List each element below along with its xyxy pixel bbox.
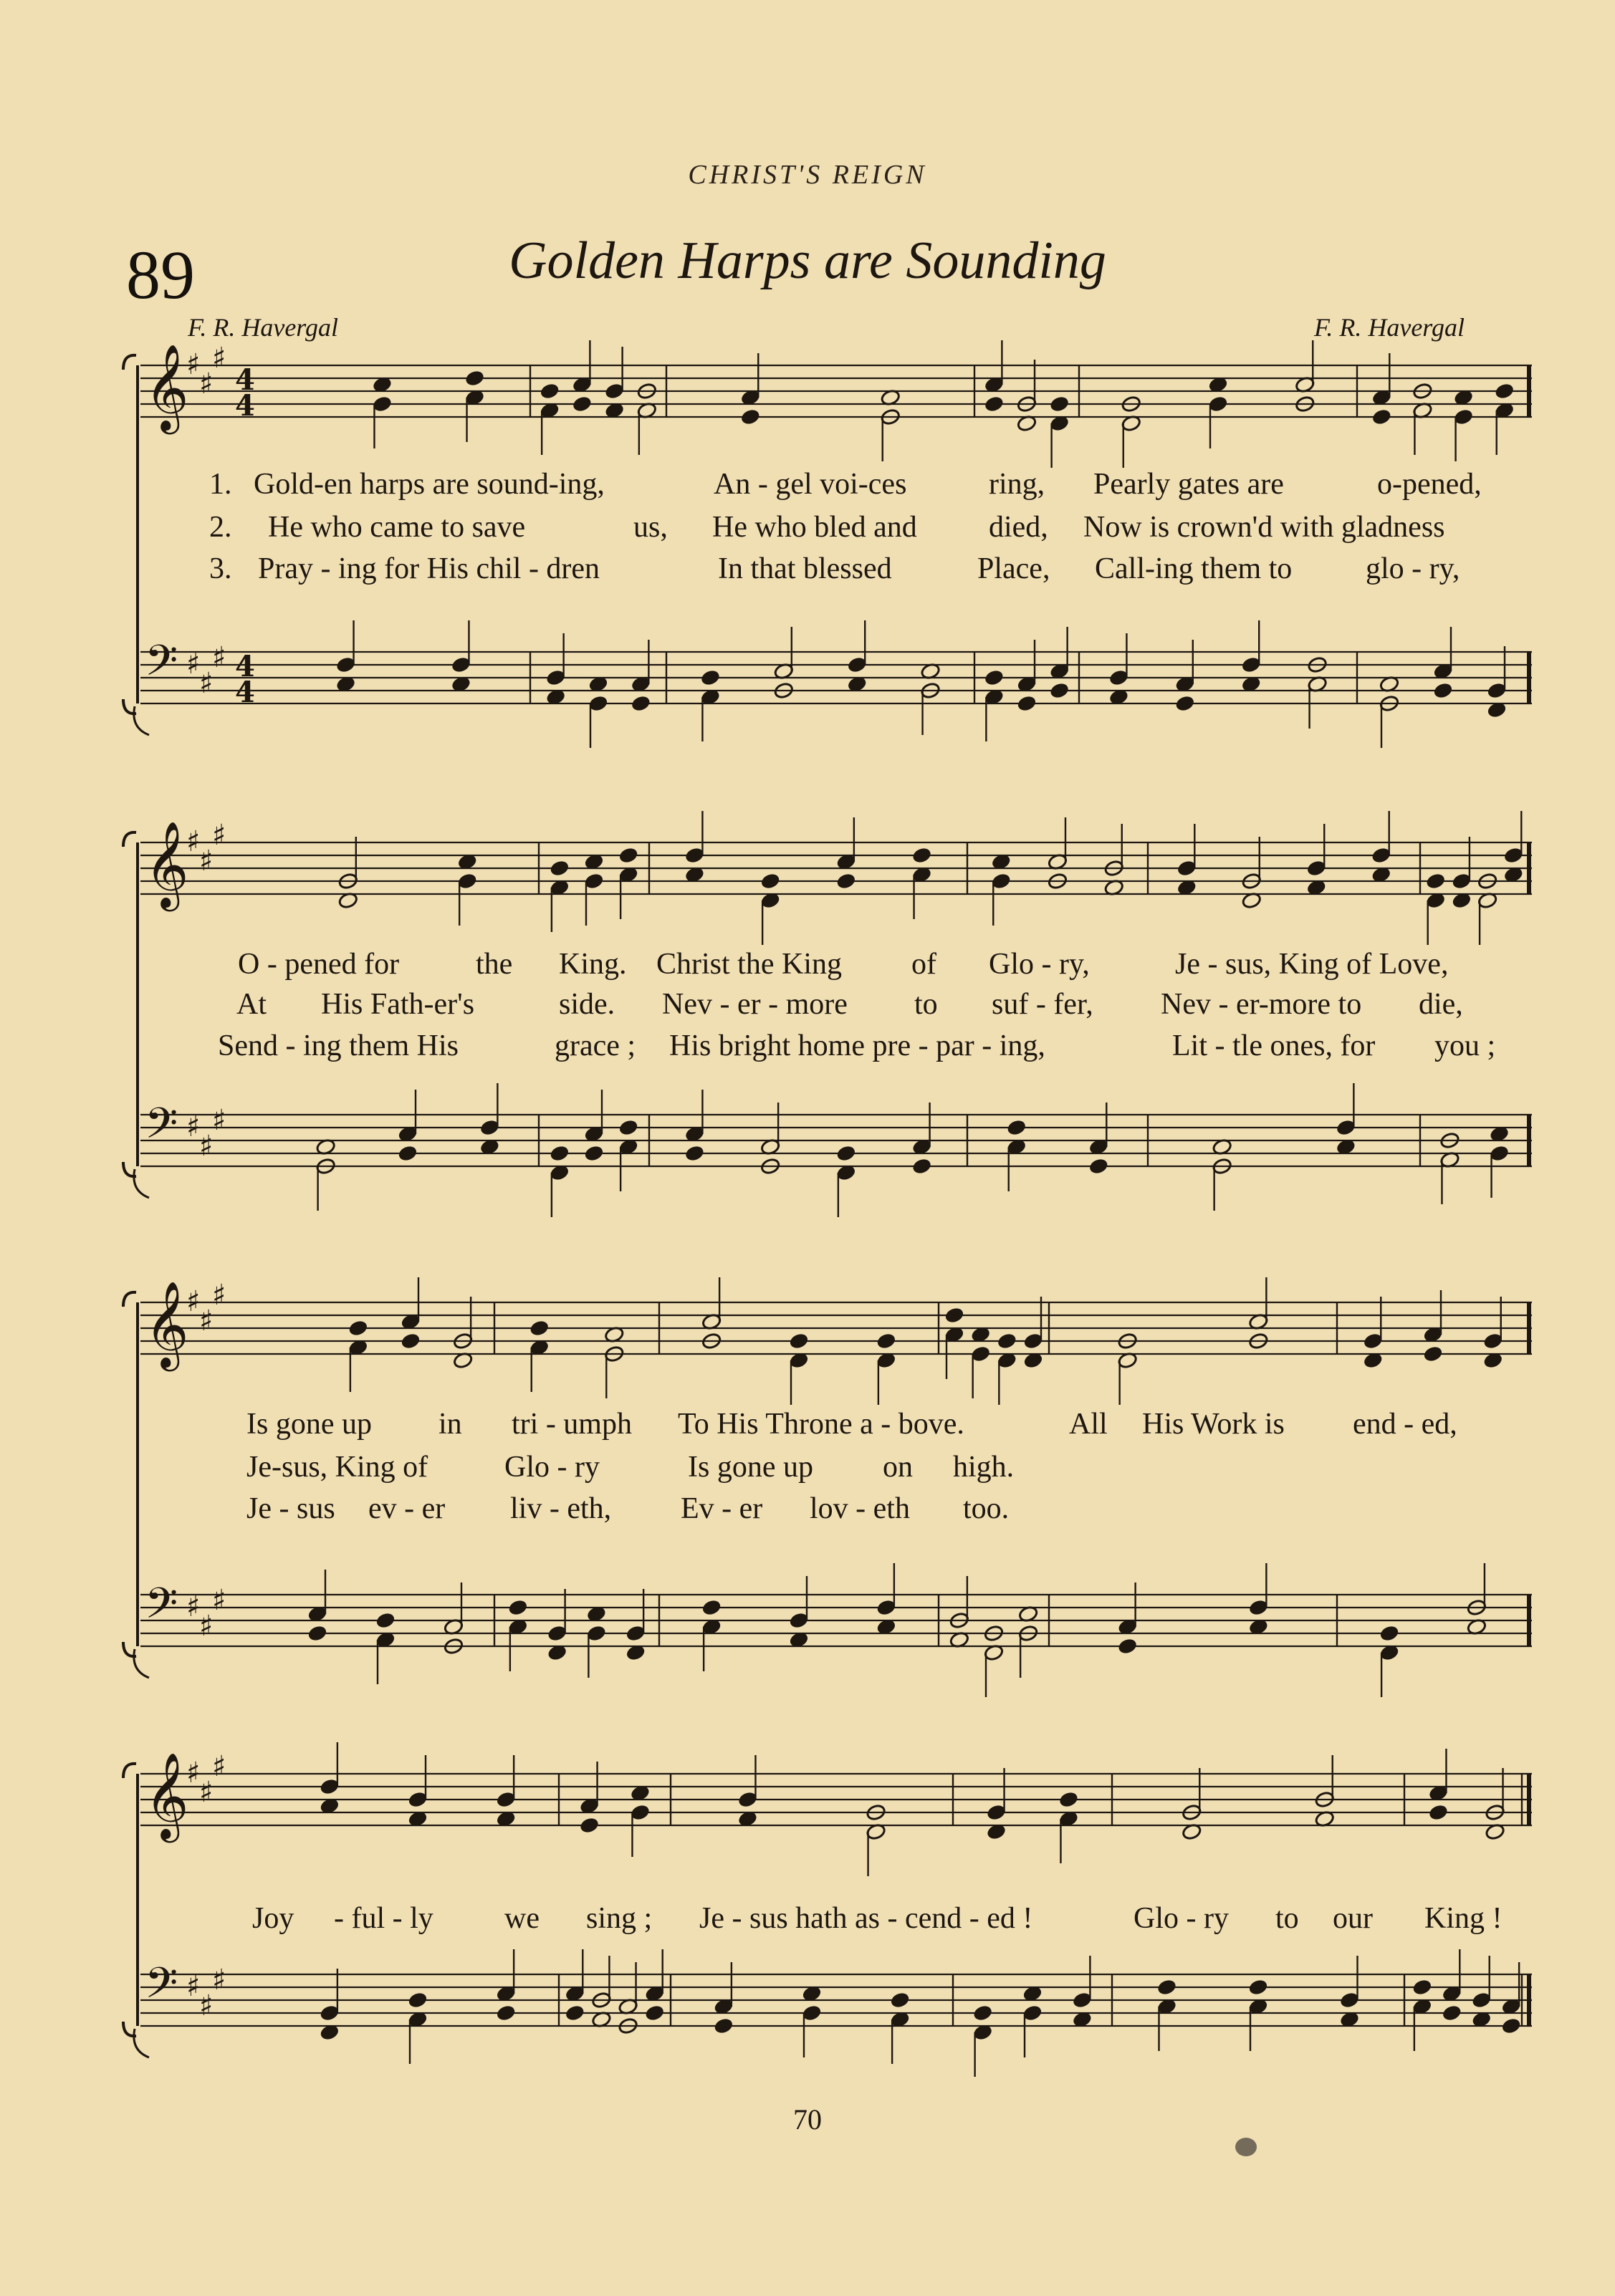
lyric-word: high. <box>953 1451 1015 1484</box>
lyric-word: end - ed, <box>1353 1408 1457 1441</box>
note-head <box>579 1817 600 1835</box>
lyric-word: Ev - er <box>681 1492 763 1525</box>
lyric-word: Je-sus, King of <box>246 1451 428 1484</box>
note-head <box>529 1320 550 1337</box>
treble-clef-icon: 𝄞 <box>145 1752 189 1839</box>
lyric-line-s1-v1 <box>0 467 1482 504</box>
bass-clef-icon: 𝄢 <box>145 1958 178 2018</box>
note-head <box>1412 1979 1433 1997</box>
lyric-word: us, <box>633 511 668 544</box>
lyric-line-s3-v1 <box>0 1407 1457 1444</box>
sharp-icon: ♯ <box>212 1750 226 1783</box>
lyric-word: sing ; <box>586 1902 653 1935</box>
note-head <box>464 370 485 388</box>
note-head <box>876 1332 897 1350</box>
lyric-word: King. <box>559 948 627 981</box>
note-head <box>1248 1979 1269 1997</box>
note-head <box>1501 2017 1522 2035</box>
note-head <box>701 1599 722 1617</box>
treble-clef-icon: 𝄞 <box>145 343 189 431</box>
lyric-word: Is gone up <box>246 1408 372 1441</box>
time-signature: 4 <box>235 676 255 709</box>
treble-clef-icon: 𝄞 <box>145 1280 189 1368</box>
note-head <box>997 1332 1017 1350</box>
note-head <box>1117 1638 1138 1656</box>
note-head <box>1049 395 1070 413</box>
lyric-word: suf - fer, <box>992 988 1093 1021</box>
note-head <box>572 395 593 413</box>
note-head <box>550 860 570 878</box>
verse-number: 3. <box>209 552 232 585</box>
note-head <box>1494 383 1515 400</box>
lyric-word: Glo - ry, <box>989 948 1090 981</box>
lyric-word: In that blessed <box>718 552 892 585</box>
note-head <box>984 395 1005 413</box>
lyric-word: the <box>476 948 513 981</box>
lyric-word: you ; <box>1434 1029 1496 1062</box>
note-head <box>984 669 1005 687</box>
verse-number: 2. <box>209 511 232 544</box>
lyric-word: Je - sus <box>246 1492 335 1525</box>
lyric-word: Glo - ry <box>504 1451 600 1484</box>
lyric-word: died, <box>989 511 1048 544</box>
lyric-word: O - pened for <box>238 948 400 981</box>
lyric-word: Joy <box>252 1902 294 1935</box>
note-head <box>618 847 639 865</box>
note-head <box>631 695 651 713</box>
sharp-icon: ♯ <box>212 1279 226 1312</box>
lyric-word: Now is crown'd with gladness <box>1083 511 1445 544</box>
lyric-word: glo - ry, <box>1366 552 1460 585</box>
note-head <box>508 1599 529 1617</box>
system-bracket <box>123 1292 136 1656</box>
note-head <box>1088 1158 1109 1176</box>
note-head <box>760 873 781 890</box>
system-bracket <box>123 832 136 1176</box>
sharp-icon: ♯ <box>186 348 201 381</box>
note-head <box>740 408 761 426</box>
note-head <box>644 2004 665 2022</box>
sharp-icon: ♯ <box>186 1970 201 2003</box>
lyric-word: Nev - er-more to <box>1161 988 1362 1021</box>
lyric-word: o-pened, <box>1377 468 1482 501</box>
lyric-word: - ful - ly <box>334 1902 433 1935</box>
hymn-title: Golden Harps are Sounding <box>509 231 1106 290</box>
system-hook <box>134 2029 149 2057</box>
lyric-word: tri - umph <box>512 1408 632 1441</box>
sharp-icon: ♯ <box>212 1104 226 1137</box>
lyric-word: Place, <box>977 552 1050 585</box>
lyric-word: in <box>439 1408 462 1441</box>
sharp-icon: ♯ <box>199 1989 214 2022</box>
note-head <box>375 1612 396 1630</box>
sharp-icon: ♯ <box>186 1590 201 1623</box>
lyric-word: too. <box>963 1492 1010 1525</box>
system-hook <box>134 1169 149 1198</box>
lyric-line-s3-v2 <box>0 1450 1015 1487</box>
sharp-icon: ♯ <box>186 825 201 858</box>
note-head <box>1371 408 1392 426</box>
sharp-icon: ♯ <box>186 1285 201 1318</box>
hymn-number: 89 <box>126 236 195 313</box>
lyric-word: lov - eth <box>810 1492 910 1525</box>
lyric-word: Call-ing them to <box>1095 552 1293 585</box>
lyric-word: Pearly gates are <box>1093 468 1284 501</box>
verse-number: 1. <box>209 468 232 501</box>
sharp-icon: ♯ <box>199 368 214 400</box>
note-head <box>1379 1625 1400 1643</box>
sharp-icon: ♯ <box>186 648 201 681</box>
bass-clef-icon: 𝄢 <box>145 1578 178 1638</box>
lyric-word: All <box>1069 1408 1108 1441</box>
words-credit: F. R. Havergal <box>188 313 338 342</box>
lyric-word: side. <box>559 988 615 1021</box>
lyric-word: of <box>911 948 936 981</box>
lyric-word: to <box>914 988 938 1021</box>
lyric-word: His Work is <box>1142 1408 1285 1441</box>
note-head <box>550 1145 570 1163</box>
lyric-word: His bright home pre - par - ing, <box>669 1029 1045 1062</box>
lyric-word: Is gone up <box>688 1451 813 1484</box>
note-head <box>408 1992 428 2009</box>
lyric-line-s1-v3 <box>0 552 1460 589</box>
time-signature: 4 <box>235 363 255 397</box>
note-head <box>1442 2004 1462 2022</box>
lyric-word: grace ; <box>555 1029 636 1062</box>
note-head <box>684 1145 705 1163</box>
lyric-line-s2-v3 <box>0 1029 1496 1066</box>
sharp-icon: ♯ <box>199 667 214 700</box>
note-head <box>944 1307 965 1325</box>
note-head <box>584 1145 605 1163</box>
lyric-word: Lit - tle ones, for <box>1172 1029 1376 1062</box>
system-hook <box>134 706 149 735</box>
lyric-line-s2-v1 <box>0 947 1449 984</box>
note-head <box>540 383 560 400</box>
section-heading: CHRIST'S REIGN <box>688 160 927 190</box>
ink-spot <box>1235 2138 1257 2156</box>
note-head <box>398 1145 418 1163</box>
note-head <box>789 1332 810 1350</box>
lyric-word: King ! <box>1424 1902 1503 1935</box>
note-head <box>890 1992 911 2009</box>
sharp-icon: ♯ <box>212 342 226 375</box>
sharp-icon: ♯ <box>199 1776 214 1809</box>
lyric-line-s2-v2 <box>0 987 1463 1024</box>
lyric-word: our <box>1333 1902 1373 1935</box>
lyric-word: To His Throne a - bove. <box>678 1408 964 1441</box>
lyric-word: to <box>1275 1902 1299 1935</box>
lyric-line-s1-v2 <box>0 510 1445 547</box>
note-head <box>972 2004 993 2022</box>
note-head <box>836 1145 857 1163</box>
note-head <box>714 2017 734 2035</box>
note-head <box>1425 873 1446 890</box>
note-head <box>700 669 721 687</box>
sharp-icon: ♯ <box>199 845 214 878</box>
lyric-word: Glo - ry <box>1134 1902 1229 1935</box>
note-head <box>348 1320 369 1337</box>
note-head <box>911 1158 932 1176</box>
system-bracket <box>123 1764 136 2036</box>
lyric-word: ev - er <box>368 1492 446 1525</box>
note-head <box>1433 682 1454 700</box>
note-head <box>1017 695 1037 713</box>
lyric-word: Gold-en harps are sound-ing, <box>254 468 605 501</box>
bass-clef-icon: 𝄢 <box>145 635 178 696</box>
lyric-word: Je - sus, King of Love, <box>1175 948 1449 981</box>
time-signature: 4 <box>235 650 255 683</box>
sharp-icon: ♯ <box>199 1130 214 1163</box>
lyric-word: ring, <box>989 468 1045 501</box>
note-head <box>307 1625 328 1643</box>
note-head <box>1174 695 1195 713</box>
lyric-line-s3-v3 <box>0 1492 1010 1529</box>
note-head <box>618 1119 639 1137</box>
note-head <box>565 2004 585 2022</box>
sharp-icon: ♯ <box>212 819 226 852</box>
sharp-icon: ♯ <box>186 1110 201 1143</box>
lyric-word: At <box>236 988 267 1021</box>
note-head <box>1423 1345 1444 1363</box>
treble-clef-icon: 𝄞 <box>145 820 189 908</box>
note-head <box>836 873 857 890</box>
lyric-word: Send - ing them His <box>218 1029 459 1062</box>
lyric-word: die, <box>1419 988 1463 1021</box>
lyric-word: He who bled and <box>712 511 917 544</box>
system-bracket <box>123 355 136 714</box>
note-head <box>496 2004 517 2022</box>
note-head <box>1428 1804 1449 1822</box>
note-head <box>1006 1119 1027 1137</box>
lyric-word: His Fath-er's <box>321 988 475 1021</box>
note-head <box>1156 1979 1177 1997</box>
lyric-word: Christ the King <box>656 948 842 981</box>
page-number: 70 <box>793 2103 822 2136</box>
time-signature: 4 <box>235 389 255 423</box>
bass-clef-icon: 𝄢 <box>145 1098 178 1158</box>
lyric-line-s4-v1 <box>0 1901 1503 1939</box>
note-head <box>1058 1791 1079 1809</box>
lyric-word: we <box>504 1902 540 1935</box>
lyric-word: on <box>883 1451 913 1484</box>
lyric-word: He who came to save <box>268 511 526 544</box>
sharp-icon: ♯ <box>212 1584 226 1617</box>
lyric-word: An - gel voi-ces <box>714 468 907 501</box>
sharp-icon: ♯ <box>199 1305 214 1337</box>
note-head <box>1049 682 1070 700</box>
lyric-word: liv - eth, <box>510 1492 612 1525</box>
sharp-icon: ♯ <box>212 641 226 674</box>
note-head <box>401 1332 421 1350</box>
lyric-word: Je - sus hath as - cend - ed ! <box>699 1902 1033 1935</box>
sharp-icon: ♯ <box>186 1757 201 1790</box>
lyric-word: Pray - ing for His chil - dren <box>258 552 600 585</box>
music-credit: F. R. Havergal <box>1314 313 1465 342</box>
note-head <box>911 847 932 865</box>
sharp-icon: ♯ <box>212 1964 226 1997</box>
sharp-icon: ♯ <box>199 1610 214 1643</box>
lyric-word: Nev - er - more <box>662 988 848 1021</box>
system-hook <box>134 1649 149 1678</box>
